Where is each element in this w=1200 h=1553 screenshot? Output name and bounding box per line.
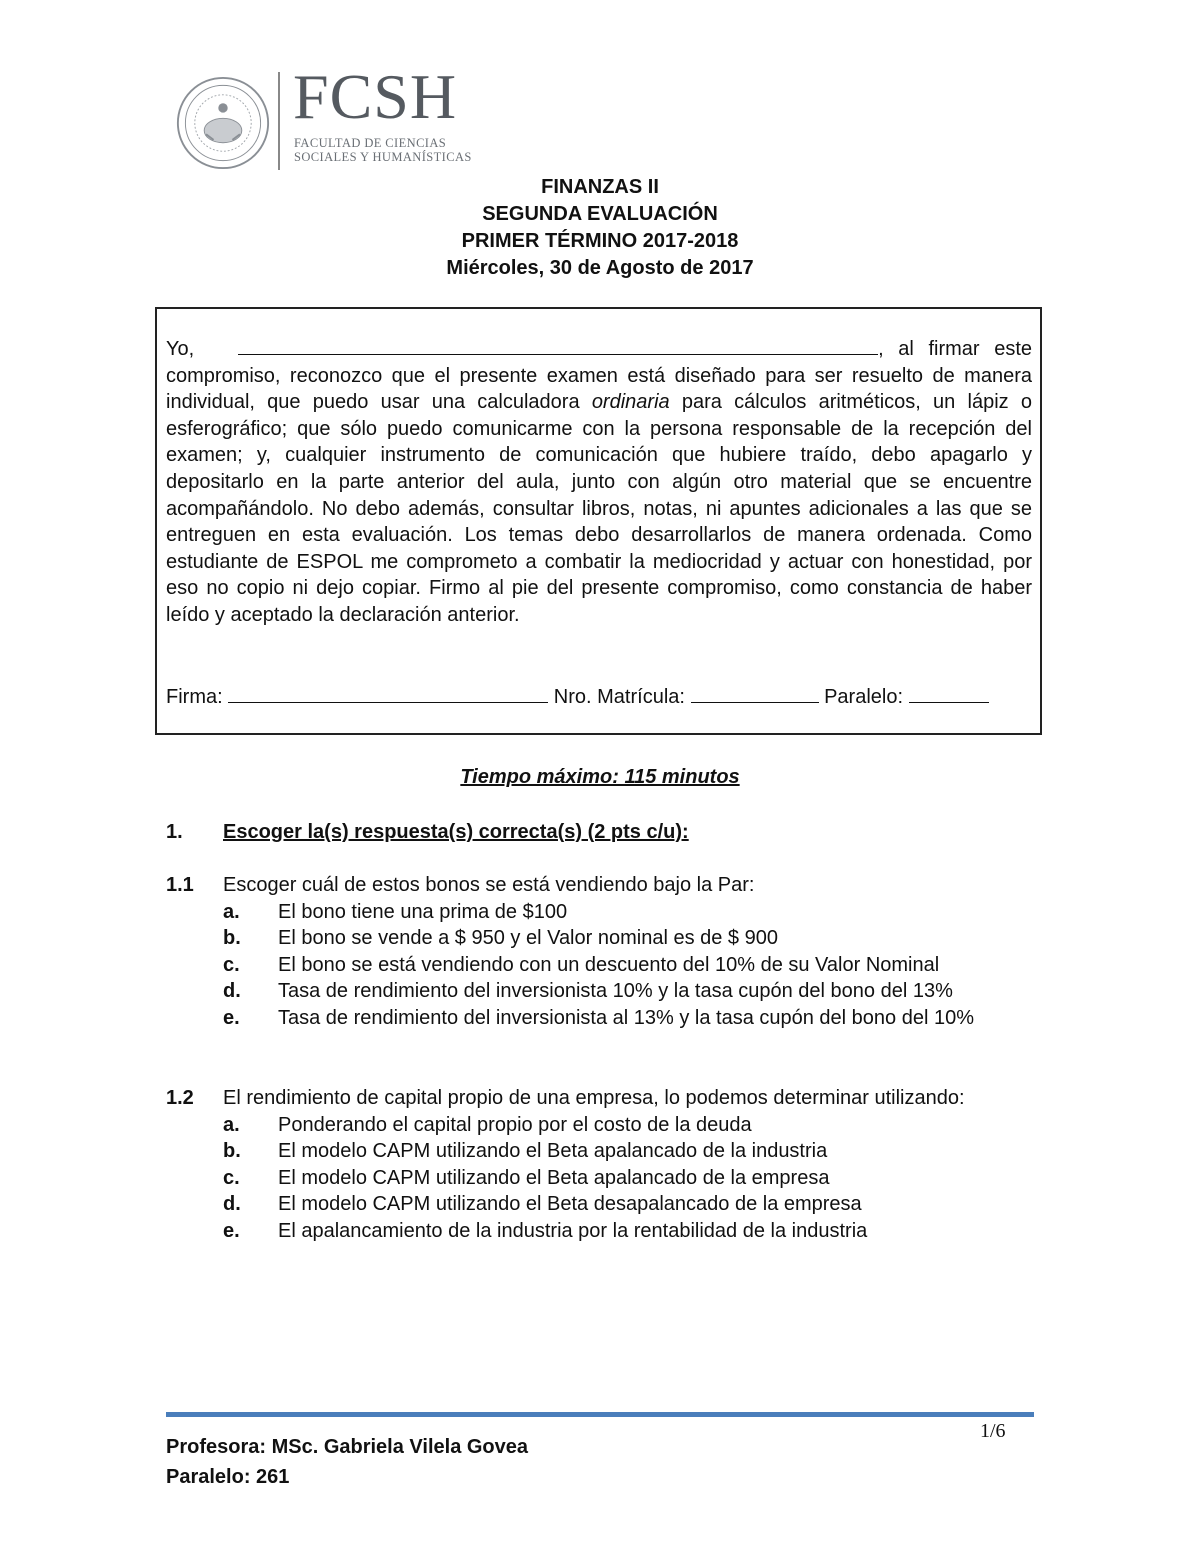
option-text: El modelo CAPM utilizando el Beta apalancado de la industria xyxy=(278,1140,828,1163)
option-text: Tasa de rendimiento del inversionista al 13% y la tasa cupón del bono del 10% xyxy=(278,1006,974,1029)
paralelo-blank[interactable] xyxy=(909,684,989,703)
option-letter: b. xyxy=(223,1140,241,1163)
option-e[interactable] xyxy=(166,1218,1034,1245)
option-c[interactable] xyxy=(166,1165,1034,1192)
option-letter: a. xyxy=(223,900,240,923)
time-limit: Tiempo máximo: 115 minutos xyxy=(460,766,740,788)
option-list xyxy=(166,1112,1034,1245)
matricula-blank[interactable] xyxy=(691,684,819,703)
option-a[interactable] xyxy=(166,1112,1034,1139)
honor-pledge-text xyxy=(166,336,1032,629)
footer-rule xyxy=(166,1412,1034,1417)
option-letter: a. xyxy=(223,1113,240,1136)
question-number: 1.2 xyxy=(166,1087,194,1109)
option-letter: c. xyxy=(223,1166,240,1189)
evaluation-title: SEGUNDA EVALUACIÓN xyxy=(482,203,718,225)
question-text: Escoger cuál de estos bonos se está vendiendo bajo la Par: xyxy=(223,874,755,896)
option-a[interactable] xyxy=(166,899,1034,926)
option-text: El bono se vende a $ 950 y el Valor nominal es de $ 900 xyxy=(278,927,778,950)
term-title: PRIMER TÉRMINO 2017-2018 xyxy=(461,230,739,252)
pledge-yo: Yo, xyxy=(166,338,195,360)
question-1-2 xyxy=(166,1085,1034,1245)
exam-title-block xyxy=(0,174,1200,282)
pledge-text-part-2: para cálculos aritméticos, un lápiz o esferográfico; que sólo puedo comunicarme con la persona responsable de la recepción del examen; y, cualquier instrumento de comunicación que hubiere traído, debo apagarlo y depositarlo en la parte anterior del aula, junto con algún otro material que se encuentre acompañándolo. No debo además, consultar libros, notas, ni apuntes adicionales a las que se entreguen en esta evaluación. Los temas debo desarrollarlos de manera ordenada. Como estudiante de ESPOL me comprometo a combatir la mediocridad y actuar con honestidad, por eso no copio ni dejo copiar. Firmo al pie del presente compromiso, como constancia de haber leído y aceptado la declaración anterior. xyxy=(166,391,1032,626)
brand-subtitle-line-2: SOCIALES Y HUMANÍSTICAS xyxy=(294,150,472,164)
pledge-emphasis: ordinaria xyxy=(591,391,670,414)
section-title: Escoger la(s) respuesta(s) correcta(s) (2 pts c/u): xyxy=(223,821,689,843)
option-b[interactable] xyxy=(166,1138,1034,1165)
option-e[interactable] xyxy=(166,1005,1034,1032)
footer-info xyxy=(166,1432,528,1492)
option-d[interactable] xyxy=(166,1191,1034,1218)
firma-blank[interactable] xyxy=(228,684,548,703)
firma-label: Firma: xyxy=(166,686,223,708)
footer-paralelo: Paralelo: 261 xyxy=(166,1466,290,1488)
question-number: 1.1 xyxy=(166,874,194,896)
section-number: 1. xyxy=(166,821,183,843)
logo-divider xyxy=(278,72,280,170)
option-text: El bono tiene una prima de $100 xyxy=(278,900,568,923)
brand-subtitle-line-1: FACULTAD DE CIENCIAS xyxy=(294,136,447,150)
option-text: Tasa de rendimiento del inversionista 10% y la tasa cupón del bono del 13% xyxy=(278,980,953,1003)
option-d[interactable] xyxy=(166,978,1034,1005)
option-c[interactable] xyxy=(166,952,1034,979)
professor-name: Profesora: MSc. Gabriela Vilela Govea xyxy=(166,1436,529,1458)
brand-name: FCSH xyxy=(293,61,458,132)
page-number: 1/6 xyxy=(980,1420,1006,1442)
option-letter: d. xyxy=(223,1193,241,1216)
matricula-label: Nro. Matrícula: xyxy=(553,686,685,708)
option-b[interactable] xyxy=(166,925,1034,952)
signature-row xyxy=(166,684,1036,710)
option-letter: d. xyxy=(223,980,241,1003)
exam-date: Miércoles, 30 de Agosto de 2017 xyxy=(446,257,754,279)
brand-subtitle xyxy=(294,136,472,164)
option-letter: b. xyxy=(223,927,241,950)
paralelo-label: Paralelo: xyxy=(824,686,904,708)
espol-seal-icon xyxy=(176,76,270,170)
option-text: El modelo CAPM utilizando el Beta apalancado de la empresa xyxy=(278,1166,830,1189)
option-text: Ponderando el capital propio por el costo de la deuda xyxy=(278,1113,752,1136)
option-list xyxy=(166,899,1034,1032)
question-1-1 xyxy=(166,872,1034,1032)
fcsh-logo xyxy=(176,61,486,172)
pledge-text-part-1: , al firmar este compromiso, reconozco que el presente examen está diseñado para ser resuelto de manera individual, que puedo usar una calculadora xyxy=(166,338,1032,414)
option-letter: e. xyxy=(223,1219,240,1242)
option-text: El apalancamiento de la industria por la rentabilidad de la industria xyxy=(278,1219,868,1242)
option-letter: e. xyxy=(223,1006,240,1029)
name-blank[interactable] xyxy=(238,336,878,355)
question-text: El rendimiento de capital propio de una empresa, lo podemos determinar utilizando: xyxy=(223,1087,965,1109)
course-title: FINANZAS II xyxy=(541,176,659,198)
option-letter: c. xyxy=(223,953,240,976)
option-text: El modelo CAPM utilizando el Beta desapalancado de la empresa xyxy=(278,1193,862,1216)
option-text: El bono se está vendiendo con un descuento del 10% de su Valor Nominal xyxy=(278,953,940,976)
